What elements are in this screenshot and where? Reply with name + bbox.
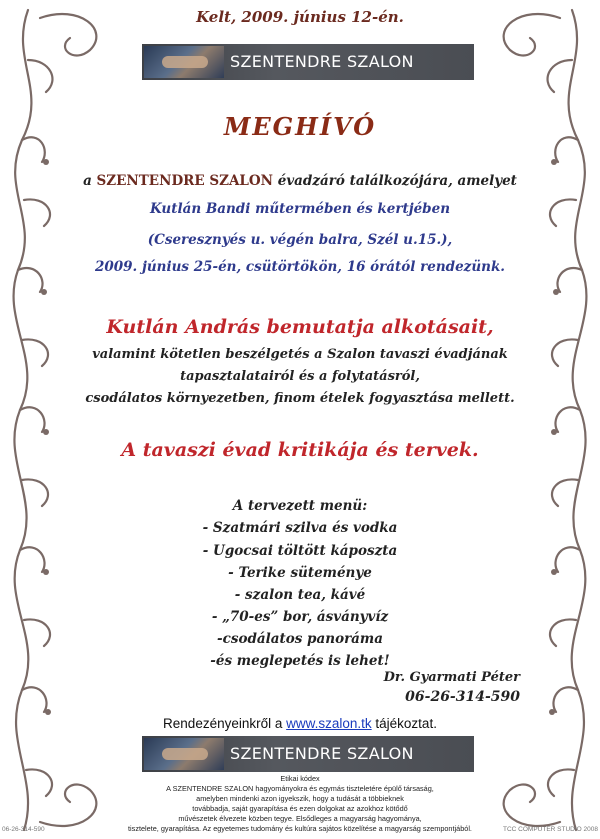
codex-line: művészetek élvezete közben tegye. Elsődleges a magyarság hagyománya, — [178, 814, 422, 823]
codex-title: Etikai kódex — [280, 774, 320, 783]
intro-line-3: (Cseresznyés u. végén balra, Szél u.15.), — [147, 232, 453, 248]
intro-prefix: a — [83, 173, 97, 189]
handshake-image — [144, 46, 224, 78]
codex-line: tisztelete, gyarapítása. Az egyetemes tudomány és kultúra sajátos közelítése a magyarság szempontjából. — [128, 824, 472, 833]
program-line: tapasztalatairól és a folytatásról, — [180, 369, 420, 384]
program-line: csodálatos környezetben, finom ételek fogyasztása mellett. — [85, 391, 515, 406]
program-subheadline: A tavaszi évad kritikája és tervek. — [121, 439, 479, 461]
program-line: valamint kötetlen beszélgetés a Szalon tavaszi évadjának — [92, 347, 508, 362]
info-suffix: tájékoztat. — [371, 716, 437, 731]
intro-line-1 — [0, 173, 600, 189]
banner-label: SZENTENDRE SZALON — [230, 52, 414, 71]
header-banner — [142, 44, 474, 80]
corner-phone: 06-26-314-590 — [2, 826, 45, 833]
menu-item: - Szatmári szilva és vodka — [202, 520, 398, 536]
signature-phone: 06-26-314-590 — [405, 689, 520, 705]
menu-item: - „70-es” bor, ásványvíz — [211, 609, 389, 625]
corner-credit: TCC COMPUTER STUDIO 2008 — [503, 826, 598, 833]
invitation-title: MEGHÍVÓ — [223, 112, 377, 141]
issue-date: Kelt, 2009. június 12-én. — [196, 8, 404, 26]
handshake-image — [144, 738, 224, 770]
footer-banner — [142, 736, 474, 772]
menu-item: - Terike süteménye — [228, 565, 372, 581]
banner-label: SZENTENDRE SZALON — [230, 744, 414, 763]
info-prefix: Rendezényeinkről a — [163, 716, 287, 731]
intro-brand: SZENTENDRE SZALON — [96, 173, 274, 189]
codex-line: A SZENTENDRE SZALON hagyományokra és egymás tiszteletére épülő társaság, — [166, 784, 434, 793]
menu-item: -csodálatos panoráma — [217, 631, 383, 647]
website-link[interactable]: www.szalon.tk — [286, 716, 372, 731]
codex-line: továbbadja, saját gyarapítása és ezen dolgokat az azokhoz kötődő — [192, 804, 408, 813]
menu-item: - szalon tea, kávé — [234, 587, 366, 603]
menu-item: - Ugocsai töltött káposzta — [202, 543, 398, 559]
intro-line-4: 2009. június 25-én, csütörtökön, 16 órától rendezünk. — [94, 259, 506, 275]
menu-title: A tervezett menü: — [232, 498, 368, 514]
menu-item: -és meglepetés is lehet! — [210, 653, 390, 669]
program-headline: Kutlán András bemutatja alkotásait, — [106, 316, 494, 338]
signature-name: Dr. Gyarmati Péter — [383, 670, 520, 685]
intro-suffix: évadzáró találkozójára, amelyet — [273, 173, 517, 189]
info-note — [0, 716, 600, 731]
intro-line-2: Kutlán Bandi műtermében és kertjében — [149, 201, 451, 217]
codex-line: amelyben mindenki azon igyekszik, hogy a tudását a többieknek — [196, 794, 404, 803]
